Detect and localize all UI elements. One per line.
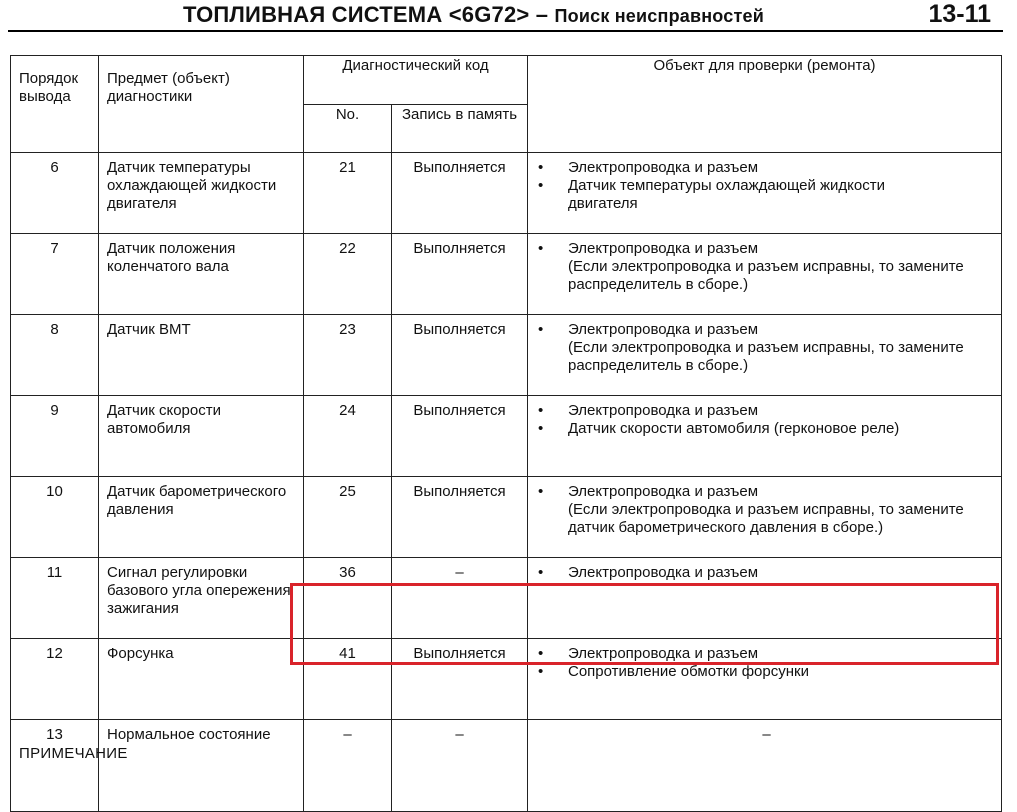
col-header-memory: Запись в память (392, 105, 528, 153)
cell-object (528, 153, 1002, 234)
cell-memory: Выполняется (392, 153, 528, 234)
cell-subject: Форсунка (99, 639, 304, 720)
title-subtitle: Поиск неисправностей (554, 6, 764, 26)
bullet-icon: • (538, 645, 544, 662)
cell-order: 12 (11, 639, 99, 720)
bullet-icon: • (538, 177, 544, 194)
bullet-item (538, 645, 995, 663)
table-row (11, 315, 1002, 396)
cell-object (528, 315, 1002, 396)
cell-object (528, 477, 1002, 558)
cell-object (528, 558, 1002, 639)
cell-order: 8 (11, 315, 99, 396)
cell-code: – (304, 720, 392, 812)
bullet-icon: • (538, 402, 544, 419)
table-row (11, 639, 1002, 720)
bullet-item (538, 663, 995, 681)
bullet-item (538, 564, 995, 582)
bullet-icon: • (538, 564, 544, 581)
table-row (11, 396, 1002, 477)
cell-subject: Датчик ВМТ (99, 315, 304, 396)
cell-memory: – (392, 558, 528, 639)
bullet-continuation: (Если электропроводка и разъем исправны, то замените распределитель в сборе.) (568, 258, 964, 293)
cell-code: 36 (304, 558, 392, 639)
cell-code: 21 (304, 153, 392, 234)
cell-code: 22 (304, 234, 392, 315)
cell-object (528, 639, 1002, 720)
bullet-text: Датчик температуры охлаждающей жидкости (568, 177, 885, 194)
cell-subject: Датчик барометрического давления (99, 477, 304, 558)
bullet-icon: • (538, 420, 544, 437)
table-row (11, 720, 1002, 812)
cell-order: 7 (11, 234, 99, 315)
bullet-icon: • (538, 663, 544, 680)
cell-order: 11 (11, 558, 99, 639)
table-row (11, 477, 1002, 558)
bullet-item (538, 159, 995, 177)
cell-memory: Выполняется (392, 315, 528, 396)
bullet-text: Электропроводка и разъем (568, 402, 759, 419)
cell-order: 9 (11, 396, 99, 477)
bullet-text: Сопротивление обмотки форсунки (568, 663, 809, 680)
bullet-icon: • (538, 240, 544, 257)
bullet-text: Электропроводка и разъем (568, 321, 759, 338)
cell-order: 13 (11, 720, 99, 812)
bullet-item (538, 240, 995, 258)
cell-memory: Выполняется (392, 477, 528, 558)
bullet-continuation: двигателя (568, 195, 638, 212)
table-row (11, 153, 1002, 234)
cell-subject: Сигнал регулировки базового угла опережения зажигания (99, 558, 304, 639)
cell-object (528, 234, 1002, 315)
cell-subject: Датчик температуры охлаждающей жидкости двигателя (99, 153, 304, 234)
cell-memory: Выполняется (392, 234, 528, 315)
bullet-icon: • (538, 483, 544, 500)
header-rule (8, 30, 1003, 32)
page-number: 13-11 (928, 0, 991, 28)
cell-subject: Нормальное состояние (99, 720, 304, 812)
bullet-item (538, 483, 995, 501)
cell-code: 25 (304, 477, 392, 558)
bullet-text: Электропроводка и разъем (568, 564, 759, 581)
cell-memory: – (392, 720, 528, 812)
bullet-icon: • (538, 321, 544, 338)
page-title (183, 2, 764, 28)
bullet-continuation: (Если электропроводка и разъем исправны, то замените датчик барометрического давления в сборе.) (568, 501, 964, 536)
bullet-item (538, 321, 995, 339)
cell-memory: Выполняется (392, 639, 528, 720)
cell-code: 41 (304, 639, 392, 720)
footnote: ПРИМЕЧАНИЕ (19, 745, 128, 762)
cell-order: 10 (11, 477, 99, 558)
col-header-code-group: Диагностический код (304, 56, 528, 105)
col-header-order: Порядок вывода (11, 56, 99, 153)
col-header-subject: Предмет (объект) диагностики (99, 56, 304, 153)
cell-subject: Датчик скорости автомобиля (99, 396, 304, 477)
cell-object: – (528, 720, 1002, 812)
cell-code: 23 (304, 315, 392, 396)
diagnostic-table (10, 55, 1002, 812)
col-header-code-no: No. (304, 105, 392, 153)
page-header (0, 0, 1017, 34)
bullet-text: Электропроводка и разъем (568, 240, 759, 257)
cell-subject: Датчик положения коленчатого вала (99, 234, 304, 315)
cell-memory: Выполняется (392, 396, 528, 477)
table-row (11, 234, 1002, 315)
cell-object (528, 396, 1002, 477)
bullet-continuation: (Если электропроводка и разъем исправны, то замените распределитель в сборе.) (568, 339, 964, 374)
bullet-item (538, 402, 995, 420)
bullet-item (538, 177, 995, 195)
bullet-icon: • (538, 159, 544, 176)
bullet-item (538, 420, 995, 438)
bullet-text: Электропроводка и разъем (568, 159, 759, 176)
title-text: ТОПЛИВНАЯ СИСТЕМА <6G72> – (183, 2, 549, 27)
table-row (11, 558, 1002, 639)
cell-code: 24 (304, 396, 392, 477)
bullet-text: Электропроводка и разъем (568, 645, 759, 662)
col-header-object: Объект для проверки (ремонта) (528, 56, 1002, 153)
cell-order: 6 (11, 153, 99, 234)
bullet-text: Датчик скорости автомобиля (герконовое реле) (568, 420, 900, 437)
bullet-text: Электропроводка и разъем (568, 483, 759, 500)
